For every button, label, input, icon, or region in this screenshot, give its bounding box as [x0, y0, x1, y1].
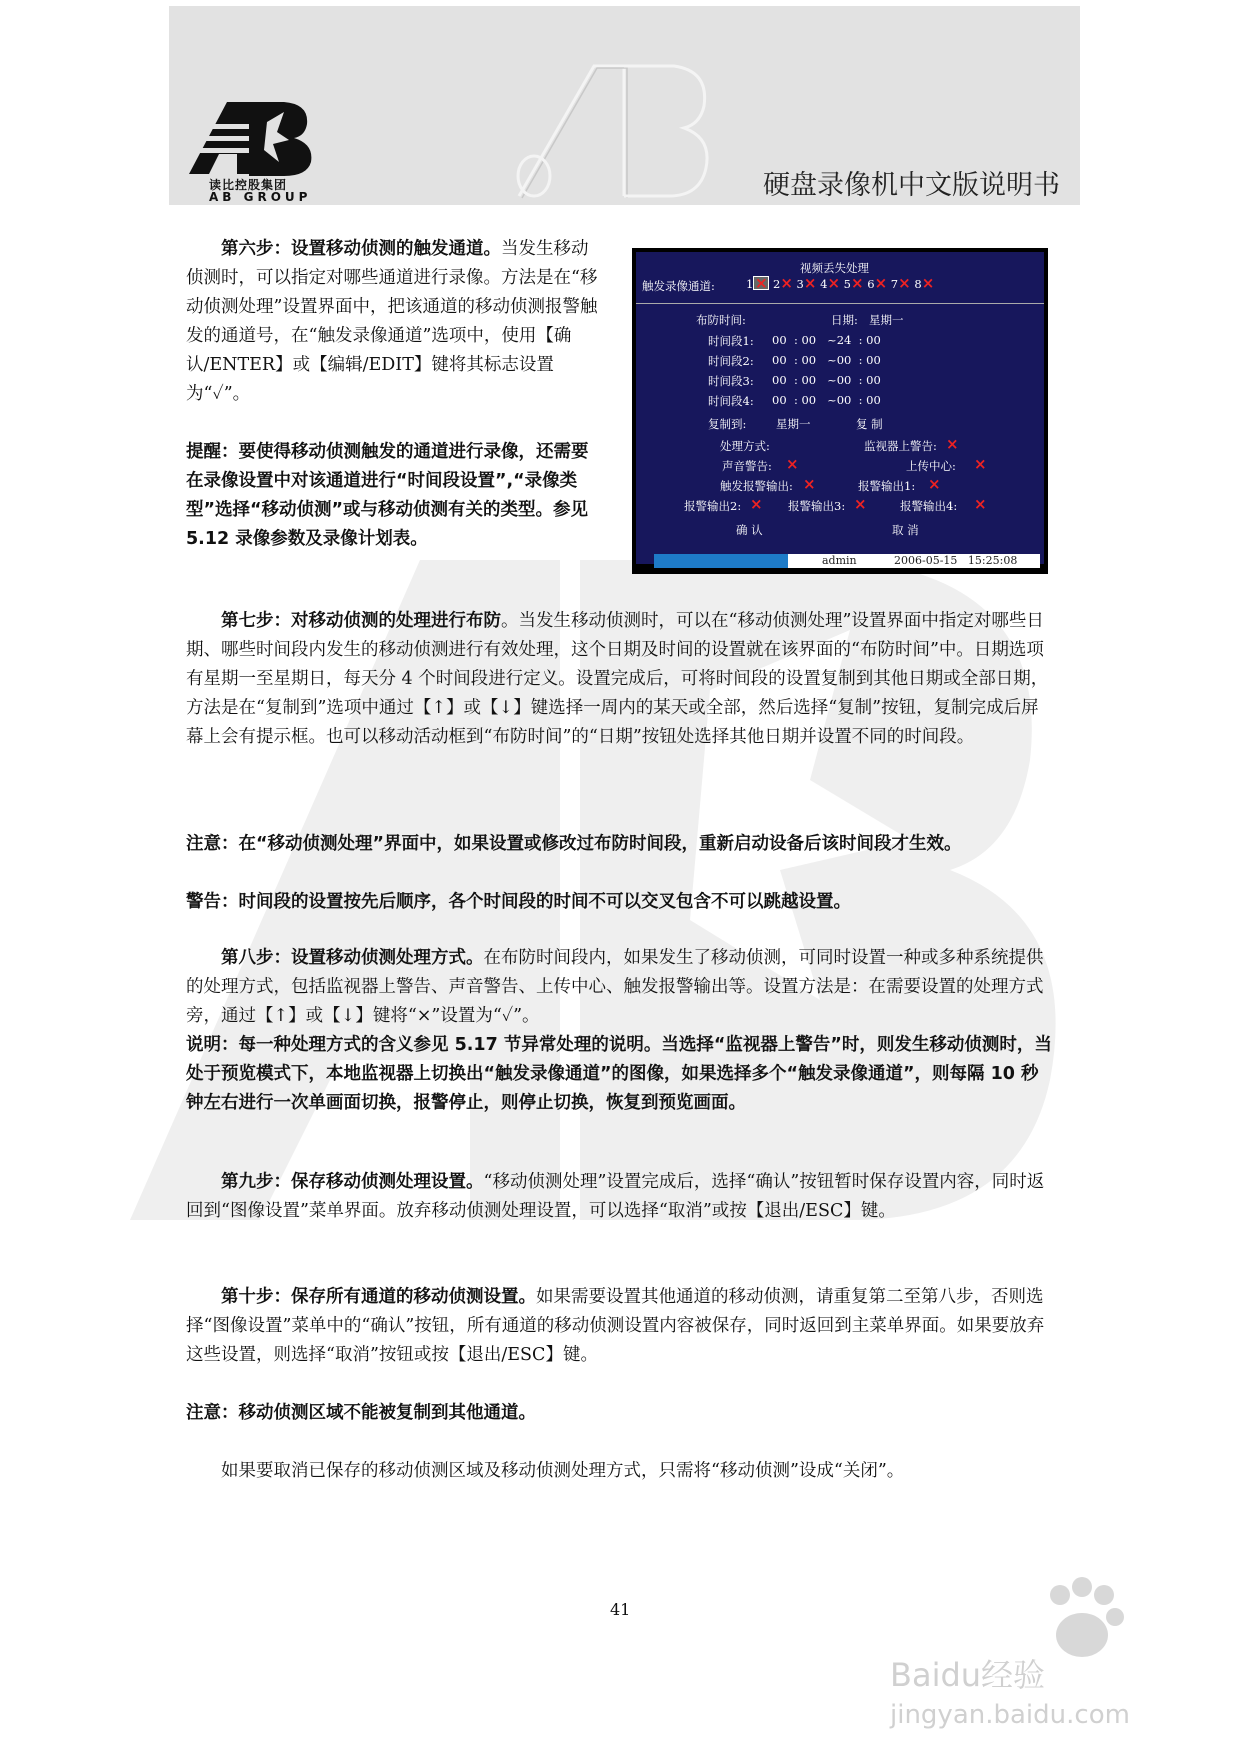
period-time[interactable]: 00 : 00 ~00 : 00 [772, 393, 881, 407]
copy-button[interactable]: 复 制 [856, 417, 883, 431]
alarm-output-2-label: 报警输出2: [684, 499, 742, 513]
status-user: admin [822, 554, 857, 567]
upload-center-checkbox[interactable]: × [974, 455, 987, 473]
channel-checkbox[interactable]: × [921, 274, 935, 292]
step7-text: 。当发生移动侦测时，可以在“移动侦测处理”设置界面中指定对哪些日期、哪些时间段内发生的移动侦测进行有效处理，这个日期及时间的设置就在该界面的“布防时间”中。日期选项有星期一至星期日，每天分 4 个时间段进行定义。设置完成后，可将时间段的设置复制到其他日期或全部日期，方法是在“复制到”选项中通过【↑】或【↓】键选择一周内的某天或全部，然后选择“复制”按钮，复制完成后屏幕上会有提示框。也可以移动活动框到“布防时间”的“日期”按钮处选择其他日期并设置不同的时间段。 [186, 611, 1049, 747]
alarm-output-4-label: 报警输出4: [900, 499, 958, 513]
screen-title: 视频丢失处理 [800, 261, 869, 275]
screen-divider [636, 303, 1044, 304]
channel-checkbox[interactable]: × [827, 274, 841, 292]
step6-text: 当发生移动侦测时，可以指定对哪些通道进行录像。方法是在“移动侦测处理”设置界面中，把该通道的移动侦测报警触发的通道号，在“触发录像通道”选项中，使用【确认/ENTER】或【编辑/EDIT】键将其标志设置为“✓”。 [186, 239, 598, 404]
alarm-output-4-checkbox[interactable]: × [974, 495, 987, 513]
monitor-alarm-label: 监视器上警告: [864, 439, 937, 453]
alarm-output-3-label: 报警输出3: [788, 499, 846, 513]
channel-checkbox[interactable]: × [874, 274, 888, 292]
step10-title: 第十步：保存所有通道的移动侦测设置。 [221, 1287, 536, 1307]
channel-checkbox-selected[interactable]: × [755, 274, 768, 292]
monitor-alarm-checkbox[interactable]: × [946, 435, 959, 453]
trigger-alarm-output-checkbox[interactable]: × [803, 475, 816, 493]
period-time[interactable]: 00 : 00 ~00 : 00 [772, 353, 881, 367]
ab-emboss-logo [514, 56, 714, 201]
channel-number: 3 [796, 277, 804, 291]
alarm-output-1-checkbox[interactable]: × [928, 475, 941, 493]
step6-title: 第六步：设置移动侦测的触发通道。 [221, 239, 501, 259]
sound-alarm-label: 声音警告: [722, 459, 772, 473]
trigger-alarm-output-label: 触发报警输出: [720, 479, 793, 493]
date-select[interactable]: 星期一 [869, 313, 904, 327]
channel-number: 1 [746, 277, 754, 291]
step8-paragraph [186, 944, 1056, 1031]
page-number: 41 [610, 1600, 631, 1619]
final-paragraph: 如果要取消已保存的移动侦测区域及移动侦测处理方式，只需将“移动侦测”设成“关闭”。 [221, 1461, 905, 1481]
ok-button[interactable]: 确 认 [736, 523, 763, 537]
step8-title: 第八步：设置移动侦测处理方式。 [221, 948, 484, 968]
period-label: 时间段1: [708, 334, 754, 348]
date-label: 日期: [831, 313, 858, 327]
warning-schedule: 警告：时间段的设置按先后顺序，各个时间段的时间不可以交叉包含不可以跳越设置。 [186, 892, 851, 912]
step6-paragraph [186, 235, 598, 409]
page-header [169, 6, 1080, 205]
note-copy-area: 注意：移动侦测区域不能被复制到其他通道。 [186, 1403, 536, 1423]
channel-checkbox[interactable]: × [780, 274, 793, 292]
period-label: 时间段3: [708, 374, 754, 388]
period-label: 时间段2: [708, 354, 754, 368]
sound-alarm-checkbox[interactable]: × [786, 455, 799, 473]
channel-list [746, 276, 934, 291]
channel-number: 8 [914, 277, 922, 291]
baidu-watermark-brand: Baidu经验 [890, 1656, 1046, 1694]
period-label: 时间段4: [708, 394, 754, 408]
period-time[interactable]: 00 : 00 ~24 : 00 [772, 333, 881, 347]
alarm-output-2-checkbox[interactable]: × [750, 495, 763, 513]
step10-text: 如果需要设置其他通道的移动侦测，请重复第二至第八步，否则选择“图像设置”菜单中的“确认”按钮，所有通道的移动侦测设置内容被保存，同时返回到主菜单界面。如果要放弃这些设置，则选择“取消”按钮或按【退出/ESC】键。 [186, 1287, 1045, 1365]
cancel-button[interactable]: 取 消 [892, 523, 919, 537]
channel-number: 5 [843, 277, 851, 291]
step9-text: “移动侦测处理”设置完成后，选择“确认”按钮暂时保存设置内容，同时返回到“图像设置”菜单界面。放弃移动侦测处理设置，可以选择“取消”或按【退出/ESC】键。 [186, 1172, 1045, 1221]
channel-checkbox[interactable]: × [803, 274, 817, 292]
period-time[interactable]: 00 : 00 ~00 : 00 [772, 373, 881, 387]
step8-note: 说明：每一种处理方式的含义参见 5.17 节异常处理的说明。当选择“监视器上警告”时，则发生移动侦测时，当处于预览模式下，本地监视器上切换出“触发录像通道”的图像，如果选择多个“触发录像通道”，则每隔 10 秒钟左右进行一次单画面切换，报警停止，则停止切换，恢复到预览画面。 [186, 1035, 1052, 1113]
status-datetime: 2006-05-15 15:25:08 [894, 554, 1018, 567]
step10-paragraph [186, 1283, 1056, 1370]
copy-to-label: 复制到: [708, 417, 747, 431]
channel-number: 7 [890, 277, 899, 291]
alarm-output-3-checkbox[interactable]: × [854, 495, 867, 513]
status-bar-indicator [654, 554, 788, 568]
step6-tip: 提醒：要使得移动侦测触发的通道进行录像，还需要在录像设置中对该通道进行“时间段设置”,“录像类型”选择“移动侦测”或与移动侦测有关的类型。参见 5.12 录像参数及录像计划表。 [186, 442, 589, 549]
upload-center-label: 上传中心: [906, 459, 956, 473]
step9-paragraph [186, 1168, 1056, 1226]
baidu-watermark-url: jingyan.baidu.com [890, 1700, 1130, 1730]
channel-number: 4 [820, 277, 828, 291]
schedule-label: 布防时间: [696, 313, 746, 327]
logo-chinese-text: 读比控股集团 [209, 178, 288, 192]
alarm-output-1-label: 报警输出1: [858, 479, 916, 493]
logo-english-text: AB GROUP [209, 190, 312, 204]
channel-number: 2 [772, 277, 781, 291]
trigger-channel-label: 触发录像通道: [642, 279, 715, 293]
manual-title: 硬盘录像机中文版说明书 [763, 170, 1060, 201]
screen-panel [636, 252, 1044, 564]
handle-method-label: 处理方式: [720, 439, 770, 453]
step9-title: 第九步：保存移动侦测处理设置。 [221, 1172, 484, 1192]
step7-paragraph [186, 607, 1056, 752]
channel-checkbox[interactable]: × [851, 274, 864, 292]
step8-text: 在布防时间段内，如果发生了移动侦测，可同时设置一种或多种系统提供的处理方式，包括监视器上警告、声音警告、上传中心、触发报警输出等。设置方法是：在需要设置的处理方式旁，通过【↑】或【↓】键将“×”设置为“✓”。 [186, 948, 1044, 1026]
note-schedule: 注意：在“移动侦测处理”界面中，如果设置或修改过布防时间段，重新启动设备后该时间段才生效。 [186, 834, 962, 854]
copy-to-select[interactable]: 星期一 [776, 417, 811, 431]
dvr-settings-screen [632, 248, 1048, 574]
channel-number: 6 [867, 277, 875, 291]
channel-checkbox[interactable]: × [898, 274, 911, 292]
step7-title: 第七步：对移动侦测的处理进行布防 [221, 611, 501, 631]
